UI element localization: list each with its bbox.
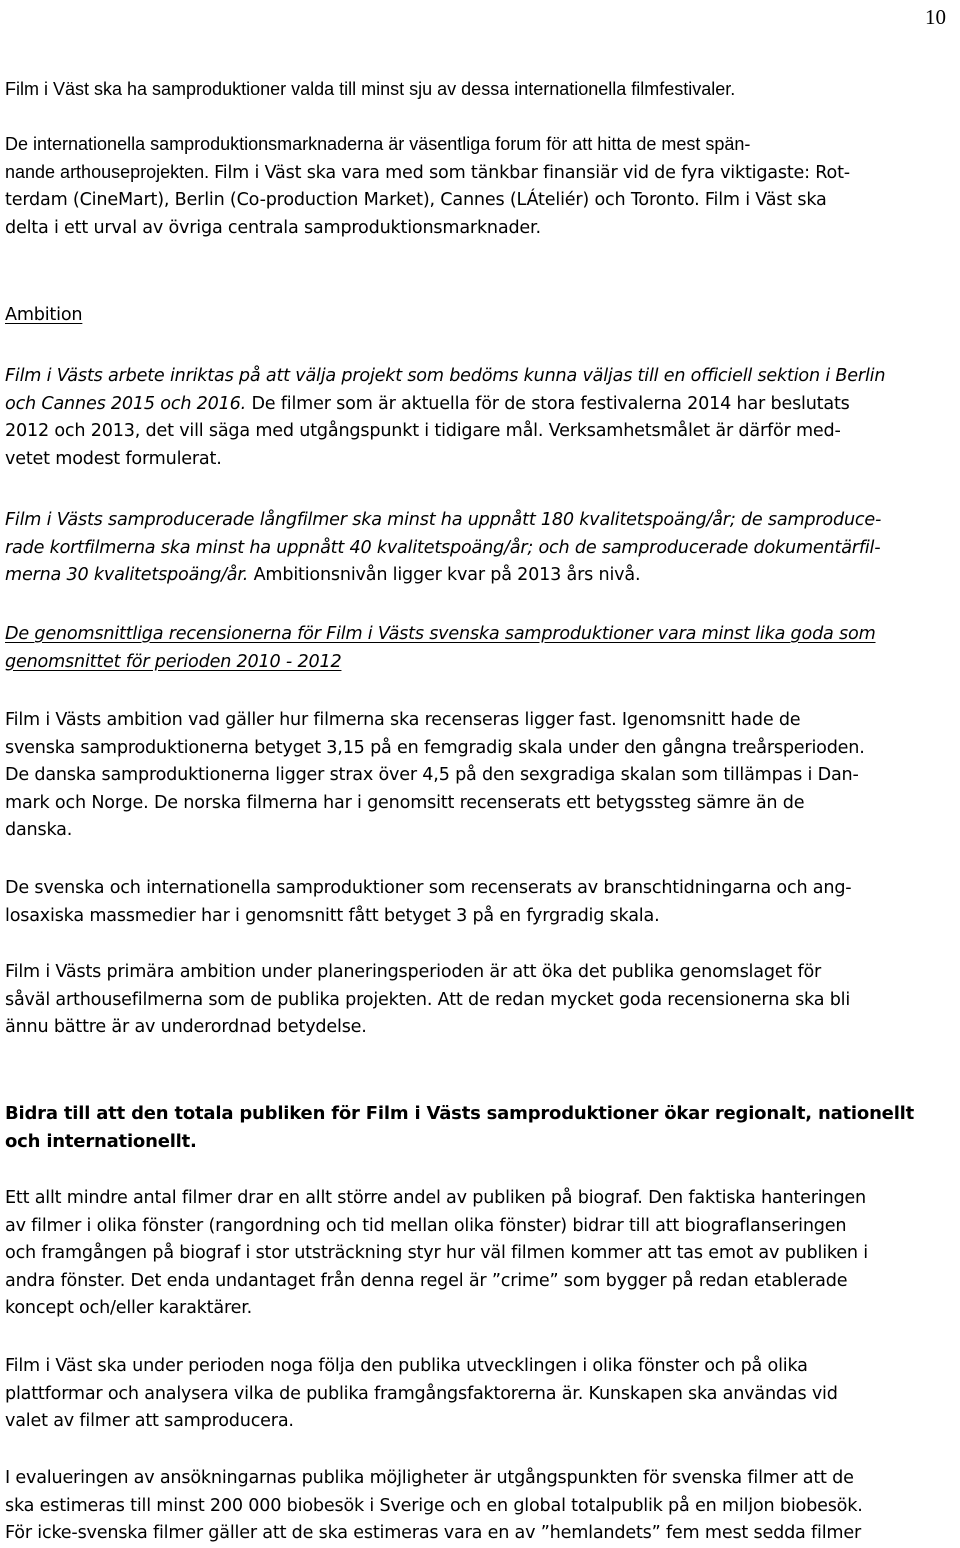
text-line: 2012 och 2013, det vill säga med utgångspunkt i tidigare mål. Verksamhetsmålet är därför med-	[5, 421, 841, 441]
paragraph-primary	[5, 959, 957, 1042]
text-line: svenska samproduktionerna betyget 3,15 på en femgradig skala under den gångna treårsperioden.	[5, 737, 865, 758]
text-line: Film i Väst ska ha samproduktioner valda till minst sju av dessa internationella filmfestivaler.	[5, 79, 736, 99]
page-number: 10	[925, 5, 946, 29]
text-line: Film i Västs primära ambition under planeringsperioden är att öka det publika genomslaget för	[5, 962, 822, 982]
text-span: nande arthouseprojekten.	[5, 161, 215, 182]
paragraph-markets	[5, 131, 957, 242]
text-line: såväl arthousefilmerna som de publika projekten. Att de redan mycket goda recensionerna ska bli	[5, 989, 851, 1010]
text-line: Ett allt mindre antal filmer drar en allt större andel av publiken på biograf. Den faktiska hanteringen	[5, 1188, 866, 1208]
text-line: rade kortfilmerna ska minst ha uppnått 40 kvalitetspoäng/år; och de samproducerade dokumentärfil-	[5, 537, 881, 558]
paragraph-ambition	[5, 363, 957, 473]
text-line: valet av filmer att samproducera.	[5, 1411, 294, 1431]
paragraph-cinema	[5, 1185, 957, 1323]
text-line: andra fönster. Det enda undantaget från denna regel är ”crime” som bygger på redan etablerade	[5, 1270, 848, 1291]
heading-text: Bidra till att den totala publiken för Film i Västs samproduktioner ökar regionalt, nationellt	[5, 1103, 915, 1124]
text-line: ännu bättre är av underordnad betydelse.	[5, 1017, 367, 1037]
text-span: De filmer som är aktuella för de stora festivalerna 2014 har beslutats	[246, 393, 850, 414]
text-line: Film i Västs arbete inriktas på att välja projekt som bedöms kunna väljas till en officiell sektion i Berlin	[5, 366, 886, 386]
paragraph-international	[5, 875, 957, 930]
text-line: mark och Norge. De norska filmerna har i genomsitt recenserats ett betygssteg sämre än de	[5, 792, 805, 813]
text-line: och framgången på biograf i stor utsträckning styr hur väl filmen kommer att tas emot av publiken i	[5, 1243, 868, 1263]
paragraph-festivals	[5, 76, 957, 104]
text-line: Film i Väst ska under perioden noga följa den publika utvecklingen i olika fönster och på olika	[5, 1356, 808, 1376]
text-line: De svenska och internationella samproduktioner som recenserats av branschtidningarna och ang-	[5, 878, 852, 898]
text-line: av filmer i olika fönster (rangordning och tid mellan olika fönster) bidrar till att biograflanseringen	[5, 1215, 847, 1236]
text-line: terdam (CineMart), Berlin (Co-production Market), Cannes (LÁteliér) och Toronto. Film i Väst ska	[5, 190, 827, 210]
text-line: delta i ett urval av övriga centrala samproduktionsmarknader.	[5, 217, 541, 238]
text-line: Film i Västs samproducerade långfilmer ska minst ha uppnått 180 kvalitetspoäng/år; de samproduce-	[5, 510, 882, 530]
text-line: För icke-svenska filmer gäller att de ska estimeras vara en av ”hemlandets” fem mest sedda filmer	[5, 1523, 861, 1543]
text-line: De danska samproduktionerna ligger strax över 4,5 på den sexgradiga skalan som tillämpas i Dan-	[5, 765, 859, 785]
text-line: vetet modest formulerat.	[5, 448, 222, 469]
text-line: De internationella samproduktionsmarknaderna är väsentliga forum för att hitta de mest spän-	[5, 134, 751, 154]
text-line: ska estimeras till minst 200 000 biobesök i Sverige och en global totalpublik på en miljon biobesök.	[5, 1495, 863, 1516]
paragraph-reviews-goal	[5, 621, 957, 676]
text-line: I evalueringen av ansökningarnas publika möjligheter är utgångspunkten för svenska filmer att de	[5, 1468, 854, 1488]
paragraph-evaluation	[5, 1465, 957, 1548]
heading-audience	[5, 1100, 957, 1155]
text-line: losaxiska massmedier har i genomsnitt fått betyget 3 på en fyrgradig skala.	[5, 905, 660, 926]
text-line: danska.	[5, 820, 73, 840]
text-line: koncept och/eller karaktärer.	[5, 1298, 253, 1318]
heading-text: Ambition	[5, 305, 83, 325]
text-line: plattformar och analysera vilka de publika framgångsfaktorerna är. Kunskapen ska användas vid	[5, 1383, 838, 1404]
text-line: genomsnittet för perioden 2010 - 2012	[5, 651, 342, 672]
text-span: merna 30 kvalitetspoäng/år.	[5, 565, 249, 585]
paragraph-quality	[5, 507, 957, 590]
paragraph-reviews	[5, 707, 957, 845]
text-span: Ambitionsnivån ligger kvar på 2013 års nivå.	[248, 565, 641, 585]
text-span: Film i Väst ska vara med som tänkbar finansiär vid de fyra viktigaste: Rot-	[214, 162, 850, 183]
text-line: De genomsnittliga recensionerna för Film i Västs svenska samproduktioner vara minst lika goda som	[5, 624, 876, 644]
heading-ambition	[5, 302, 957, 330]
text-span: och Cannes 2015 och 2016.	[5, 393, 247, 414]
text-line: Film i Västs ambition vad gäller hur filmerna ska recenseras ligger fast. Igenomsnitt hade de	[5, 710, 801, 730]
paragraph-follow	[5, 1353, 957, 1436]
heading-text: och internationellt.	[5, 1130, 197, 1152]
